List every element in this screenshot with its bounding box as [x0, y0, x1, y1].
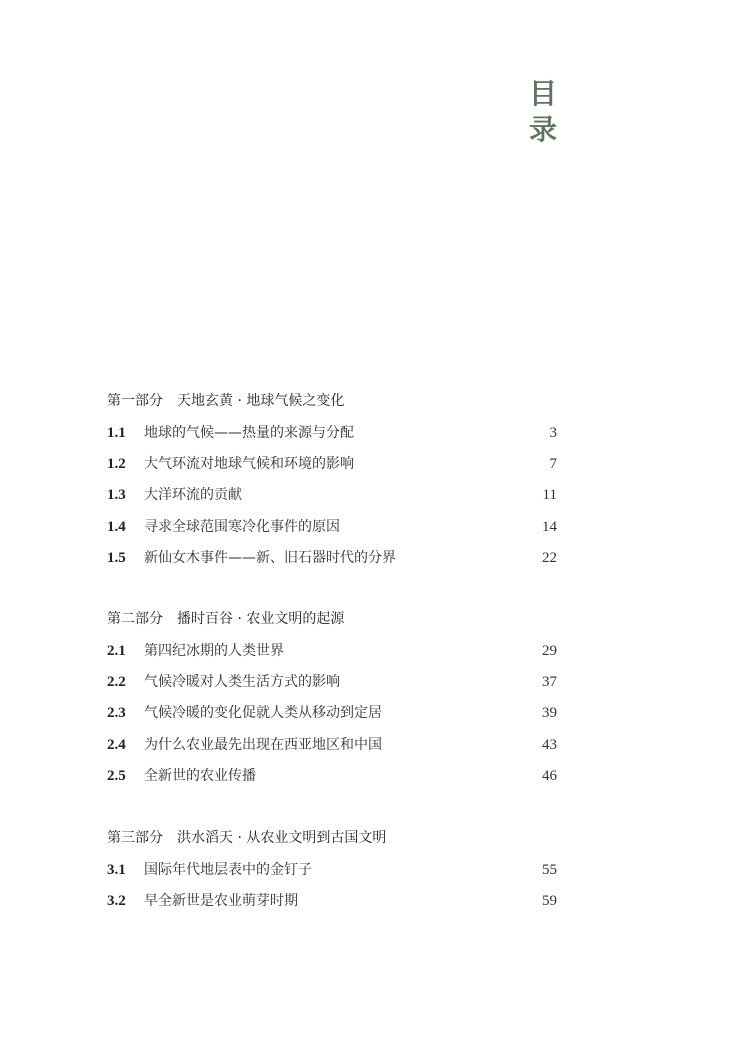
- entry-number: 1.3: [107, 487, 126, 504]
- entry-title: 第四纪冰期的人类世界: [144, 643, 284, 659]
- entry-number: 1.2: [107, 456, 126, 473]
- part-heading: [107, 828, 567, 848]
- part-title: 天地玄黄 · 地球气候之变化: [177, 393, 345, 409]
- entry-title: 大气环流对地球气候和环境的影响: [144, 456, 354, 473]
- part-label: 第一部分: [107, 393, 163, 409]
- entry-page: 43: [542, 736, 557, 753]
- toc-entry[interactable]: [107, 703, 567, 734]
- entry-number: 1.1: [107, 425, 126, 441]
- entry-page: 14: [542, 518, 557, 535]
- toc-entry[interactable]: [107, 735, 567, 766]
- toc-entry[interactable]: [107, 891, 567, 922]
- entry-page: 22: [542, 549, 557, 566]
- entry-title: 国际年代地层表中的金钉子: [144, 862, 312, 878]
- entry-title: 全新世的农业传播: [144, 767, 256, 784]
- toc-title-char: 目: [528, 77, 557, 110]
- entry-page: 46: [542, 767, 557, 784]
- toc-entry[interactable]: [107, 548, 567, 579]
- entry-number: 2.5: [107, 767, 126, 784]
- entry-title: 气候冷暖的变化促就人类从移动到定居: [144, 705, 382, 722]
- entry-title: 早全新世是农业萌芽时期: [144, 893, 298, 910]
- toc-entry[interactable]: [107, 641, 567, 672]
- part-label: 第二部分: [107, 611, 163, 627]
- toc-part: [107, 391, 567, 579]
- entry-number: 2.2: [107, 674, 126, 691]
- entry-number: 1.4: [107, 518, 126, 535]
- entry-number: 2.3: [107, 705, 126, 722]
- toc-entry[interactable]: [107, 766, 567, 797]
- toc-entry[interactable]: [107, 423, 567, 454]
- toc-title-char: 录: [528, 113, 557, 146]
- part-title: 播时百谷 · 农业文明的起源: [177, 611, 345, 627]
- entry-page: 37: [542, 674, 557, 691]
- toc-entry[interactable]: [107, 672, 567, 703]
- entry-title: 气候冷暖对人类生活方式的影响: [144, 674, 340, 691]
- entry-page: 11: [542, 487, 557, 504]
- toc-title: [526, 76, 560, 148]
- entry-number: 1.5: [107, 549, 126, 566]
- entry-page: 39: [542, 705, 557, 722]
- toc-part: [107, 609, 567, 797]
- entry-number: 3.1: [107, 862, 126, 878]
- toc-entry[interactable]: [107, 454, 567, 485]
- entry-page: 55: [542, 862, 557, 878]
- entry-title: 寻求全球范围寒冷化事件的原因: [144, 518, 340, 535]
- entry-number: 3.2: [107, 893, 126, 910]
- entry-page: 59: [542, 893, 557, 910]
- toc-entry[interactable]: [107, 517, 567, 548]
- toc-entry[interactable]: [107, 485, 567, 516]
- toc-entry[interactable]: [107, 860, 567, 891]
- part-label: 第三部分: [107, 830, 163, 846]
- entry-page: 29: [542, 643, 557, 659]
- toc-part: [107, 828, 567, 922]
- part-heading: [107, 391, 567, 411]
- entry-page: 3: [549, 425, 557, 441]
- entry-page: 7: [549, 456, 557, 473]
- entry-title: 新仙女木事件——新、旧石器时代的分界: [144, 549, 396, 566]
- part-title: 洪水滔天 · 从农业文明到古国文明: [177, 830, 387, 846]
- entry-title: 大洋环流的贡献: [144, 487, 242, 504]
- entry-number: 2.1: [107, 643, 126, 659]
- part-heading: [107, 609, 567, 629]
- entry-title: 为什么农业最先出现在西亚地区和中国: [144, 736, 382, 753]
- entry-number: 2.4: [107, 736, 126, 753]
- entry-title: 地球的气候——热量的来源与分配: [144, 425, 354, 441]
